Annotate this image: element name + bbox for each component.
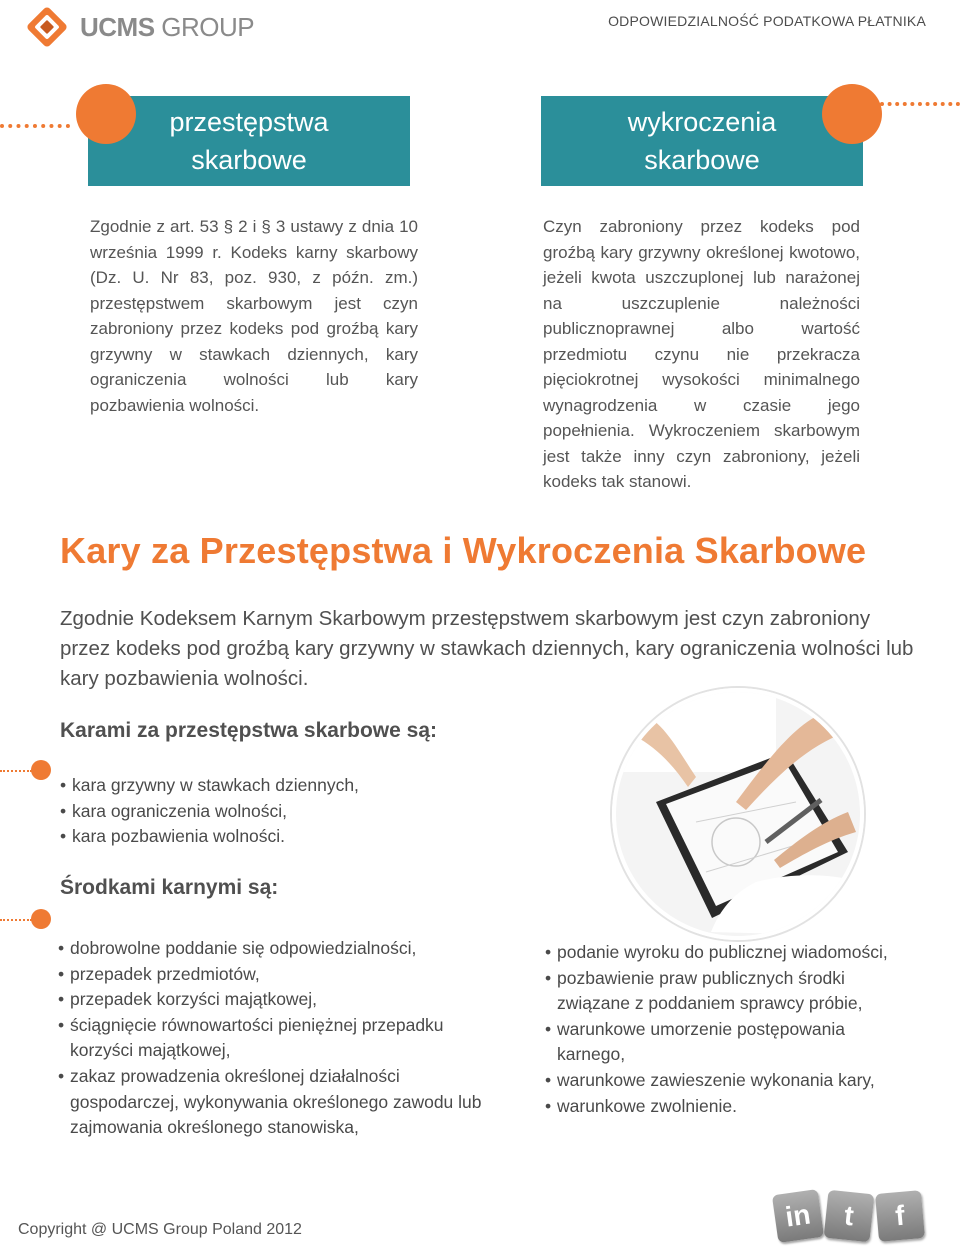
document-title: ODPOWIEDZIALNOŚĆ PODATKOWA PŁATNIKA <box>608 13 926 29</box>
orange-circle-left <box>76 84 136 144</box>
twitter-icon[interactable]: t <box>824 1190 875 1243</box>
ucms-logo <box>24 4 254 50</box>
linkedin-icon[interactable]: in <box>772 1189 824 1243</box>
measures-list-left <box>58 936 508 1141</box>
list-item: • pozbawienie praw publicznych środki związane z poddaniem sprawcy próbie, <box>545 966 905 1017</box>
list-item: • przepadek przedmiotów, <box>58 962 508 988</box>
section-intro: Zgodnie Kodeksem Karnym Skarbowym przestępstwem skarbowym jest czyn zabroniony przez kodeks pod groźbą kary grzywny w stawkach dziennych, kary ograniczenia wolności lub kary pozbawienia wolności. <box>60 607 914 690</box>
photo-illustration <box>616 692 860 936</box>
dotted-marker-2 <box>0 919 32 921</box>
orange-marker-2 <box>31 909 51 929</box>
list-item: • ściągnięcie równowartości pieniężnej przepadku korzyści majątkowej, <box>58 1013 508 1064</box>
left-dotted-line <box>0 124 70 128</box>
section-title: Kary za Przestępstwa i Wykroczenia Skarbowe <box>60 530 867 571</box>
list-item: • kara pozbawienia wolności. <box>60 824 460 850</box>
list-item: • zakaz prowadzenia określonej działalności gospodarczej, wykonywania określonego zawodu lub zajmowania określonego stanowiska, <box>58 1064 508 1141</box>
right-dotted-line <box>880 102 960 106</box>
facebook-icon[interactable]: f <box>875 1190 925 1242</box>
ucms-logo-icon <box>24 4 70 50</box>
business-meeting-photo <box>612 688 864 940</box>
list-item: • podanie wyroku do publicznej wiadomości, <box>545 940 905 966</box>
list-item: • kara ograniczenia wolności, <box>60 799 460 825</box>
penalties-list <box>60 773 460 850</box>
orange-circle-right <box>822 84 882 144</box>
penalties-heading: Karami za przestępstwa skarbowe są: <box>60 719 437 742</box>
measures-list-right <box>545 940 905 1119</box>
measures-heading: Środkami karnymi są: <box>60 876 279 899</box>
list-item: • przepadek korzyści majątkowej, <box>58 987 508 1013</box>
crimes-description: Zgodnie z art. 53 § 2 i § 3 ustawy z dnia 10 września 1999 r. Kodeks karny skarbowy (Dz. U. Nr 83, poz. 930, z późn. zm.) przestępstwem skarbowym jest czyn zabroniony przez kodeks pod groźbą kary grzywny w stawkach dziennych, kary ograniczenia wolności lub kary pozbawienia wolności. <box>90 217 418 415</box>
dotted-marker-1 <box>0 770 32 772</box>
offences-box: wykroczenia skarbowe <box>541 96 863 186</box>
list-item: • warunkowe umorzenie postępowania karnego, <box>545 1017 905 1068</box>
list-item: • kara grzywny w stawkach dziennych, <box>60 773 460 799</box>
list-item: • warunkowe zwolnienie. <box>545 1094 905 1120</box>
offences-description: Czyn zabroniony przez kodeks pod groźbą kary grzywny określonej kwotowo, jeżeli kwota uszczuplonej lub narażonej na uszczuplenie należności publicznoprawnej albo wartość przedmiotu czynu nie przekracza pięciokrotnej wysokości minimalnego wynagrodzenia w czasie jego popełnienia. Wykroczeniem skarbowym jest także inny czyn zabroniony, jeżeli kodeks tak stanowi. <box>543 217 860 491</box>
logo-text: UCMS GROUP <box>80 11 255 42</box>
copyright-text: Copyright @ UCMS Group Poland 2012 <box>18 1221 302 1238</box>
list-item: • dobrowolne poddanie się odpowiedzialności, <box>58 936 508 962</box>
orange-marker-1 <box>31 760 51 780</box>
list-item: • warunkowe zawieszenie wykonania kary, <box>545 1068 905 1094</box>
crimes-box: przestępstwa skarbowe <box>88 96 410 186</box>
